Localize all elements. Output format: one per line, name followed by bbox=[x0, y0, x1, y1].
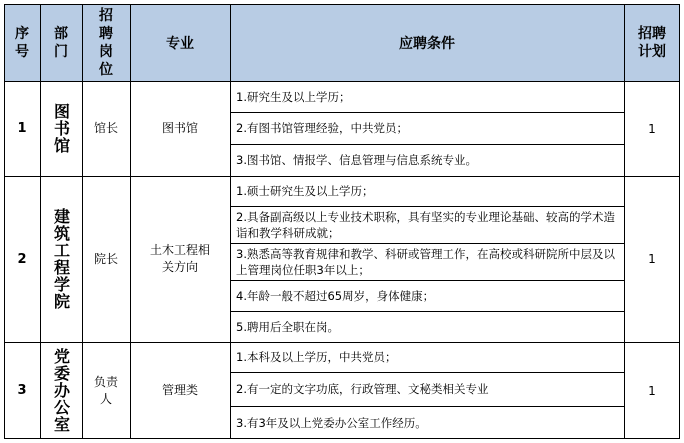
condition-text: 3.有3年及以上党委办公室工作经历。 bbox=[236, 415, 427, 430]
row-plan-value: 1 bbox=[648, 121, 656, 136]
column-divider bbox=[624, 4, 625, 439]
row-major bbox=[130, 342, 230, 439]
column-divider bbox=[82, 4, 83, 439]
condition-text: 3.熟悉高等教育规律和教学、科研或管理工作，在高校或科研院所中层及以上管理岗位任职3年以上； bbox=[236, 246, 615, 277]
condition-item bbox=[230, 112, 624, 144]
header-conditions bbox=[230, 4, 624, 81]
table-border bbox=[4, 4, 680, 5]
header-plan-line: 招聘 bbox=[638, 25, 666, 42]
condition-divider bbox=[230, 406, 624, 407]
row-divider bbox=[4, 342, 680, 343]
header-seq-char: 号 bbox=[15, 43, 29, 60]
row-seq bbox=[4, 176, 40, 342]
condition-text: 1.本科及以上学历，中共党员； bbox=[236, 350, 397, 364]
table-border bbox=[679, 4, 680, 439]
condition-text: 4.年龄一般不超过65周岁，身体健康； bbox=[236, 288, 435, 303]
row-seq bbox=[4, 342, 40, 439]
condition-item bbox=[230, 372, 624, 406]
header-dept-char: 部 bbox=[54, 25, 68, 42]
condition-divider bbox=[230, 311, 624, 312]
condition-item bbox=[230, 176, 624, 206]
condition-text: 2.具备副高级以上专业技术职称，具有坚实的专业理论基础、较高的学术造诣和教学科研成就； bbox=[236, 209, 615, 240]
column-divider bbox=[130, 4, 131, 439]
condition-item bbox=[230, 243, 624, 280]
row-seq-value: 3 bbox=[17, 383, 27, 398]
row-seq-value: 1 bbox=[17, 121, 27, 136]
row-divider bbox=[4, 81, 680, 82]
header-major-label: 专业 bbox=[166, 35, 194, 52]
row-dept-name: 党委办公室 bbox=[51, 348, 71, 433]
column-divider bbox=[230, 4, 231, 439]
row-major bbox=[130, 176, 230, 342]
header-position-char: 岗 bbox=[99, 43, 113, 60]
row-major-name: 图书馆 bbox=[161, 121, 198, 135]
condition-divider bbox=[230, 243, 624, 244]
header-position-char: 招 bbox=[99, 7, 113, 24]
row-divider bbox=[4, 176, 680, 177]
condition-item bbox=[230, 144, 624, 176]
row-plan bbox=[624, 176, 680, 342]
header-plan-line: 计划 bbox=[638, 43, 666, 60]
condition-item bbox=[230, 280, 624, 311]
table-border bbox=[4, 4, 5, 439]
condition-divider bbox=[230, 144, 624, 145]
condition-item bbox=[230, 206, 624, 243]
condition-text: 1.研究生及以上学历； bbox=[236, 89, 351, 104]
row-major-name: 土木工程相关方向 bbox=[149, 243, 210, 274]
header-dept-char: 门 bbox=[54, 43, 68, 60]
condition-divider bbox=[230, 112, 624, 113]
header-major bbox=[130, 4, 230, 81]
condition-item bbox=[230, 311, 624, 342]
column-divider bbox=[40, 4, 41, 439]
row-dept bbox=[40, 176, 82, 342]
condition-item bbox=[230, 81, 624, 112]
condition-text: 3.图书馆、情报学、信息管理与信息系统专业。 bbox=[236, 153, 477, 167]
row-plan-value: 1 bbox=[648, 252, 656, 266]
row-plan bbox=[624, 342, 680, 439]
condition-text: 2.有一定的文字功底，行政管理、文秘类相关专业 bbox=[236, 382, 489, 396]
condition-item bbox=[230, 406, 624, 439]
row-position-name: 馆长 bbox=[93, 121, 118, 135]
condition-text: 1.硕士研究生及以上学历； bbox=[236, 184, 374, 198]
header-seq bbox=[4, 4, 40, 81]
header-dept bbox=[40, 4, 82, 81]
condition-divider bbox=[230, 206, 624, 207]
header-conditions-label: 应聘条件 bbox=[399, 35, 455, 52]
header-position bbox=[82, 4, 130, 81]
header-seq-char: 序 bbox=[15, 25, 29, 42]
header-position-char: 聘 bbox=[99, 25, 113, 42]
row-plan-value: 1 bbox=[648, 383, 656, 398]
condition-text: 5.聘用后全职在岗。 bbox=[236, 319, 339, 334]
row-dept bbox=[40, 81, 82, 176]
condition-text: 2.有图书馆管理经验，中共党员； bbox=[236, 121, 408, 135]
row-major-name: 管理类 bbox=[161, 383, 198, 397]
row-seq bbox=[4, 81, 40, 176]
condition-item bbox=[230, 342, 624, 372]
row-dept bbox=[40, 342, 82, 439]
row-position bbox=[82, 342, 130, 439]
table-border bbox=[4, 438, 680, 439]
row-position-name: 院长 bbox=[93, 251, 118, 266]
row-position bbox=[82, 176, 130, 342]
row-position-name: 负责人 bbox=[93, 374, 118, 406]
header-plan bbox=[624, 4, 680, 81]
condition-divider bbox=[230, 280, 624, 281]
row-position bbox=[82, 81, 130, 176]
row-dept-name: 图书馆 bbox=[51, 103, 71, 154]
row-plan bbox=[624, 81, 680, 176]
condition-divider bbox=[230, 372, 624, 373]
row-major bbox=[130, 81, 230, 176]
header-position-char: 位 bbox=[99, 61, 113, 78]
row-seq-value: 2 bbox=[17, 251, 27, 267]
row-dept-name: 建筑工程学院 bbox=[51, 208, 71, 310]
